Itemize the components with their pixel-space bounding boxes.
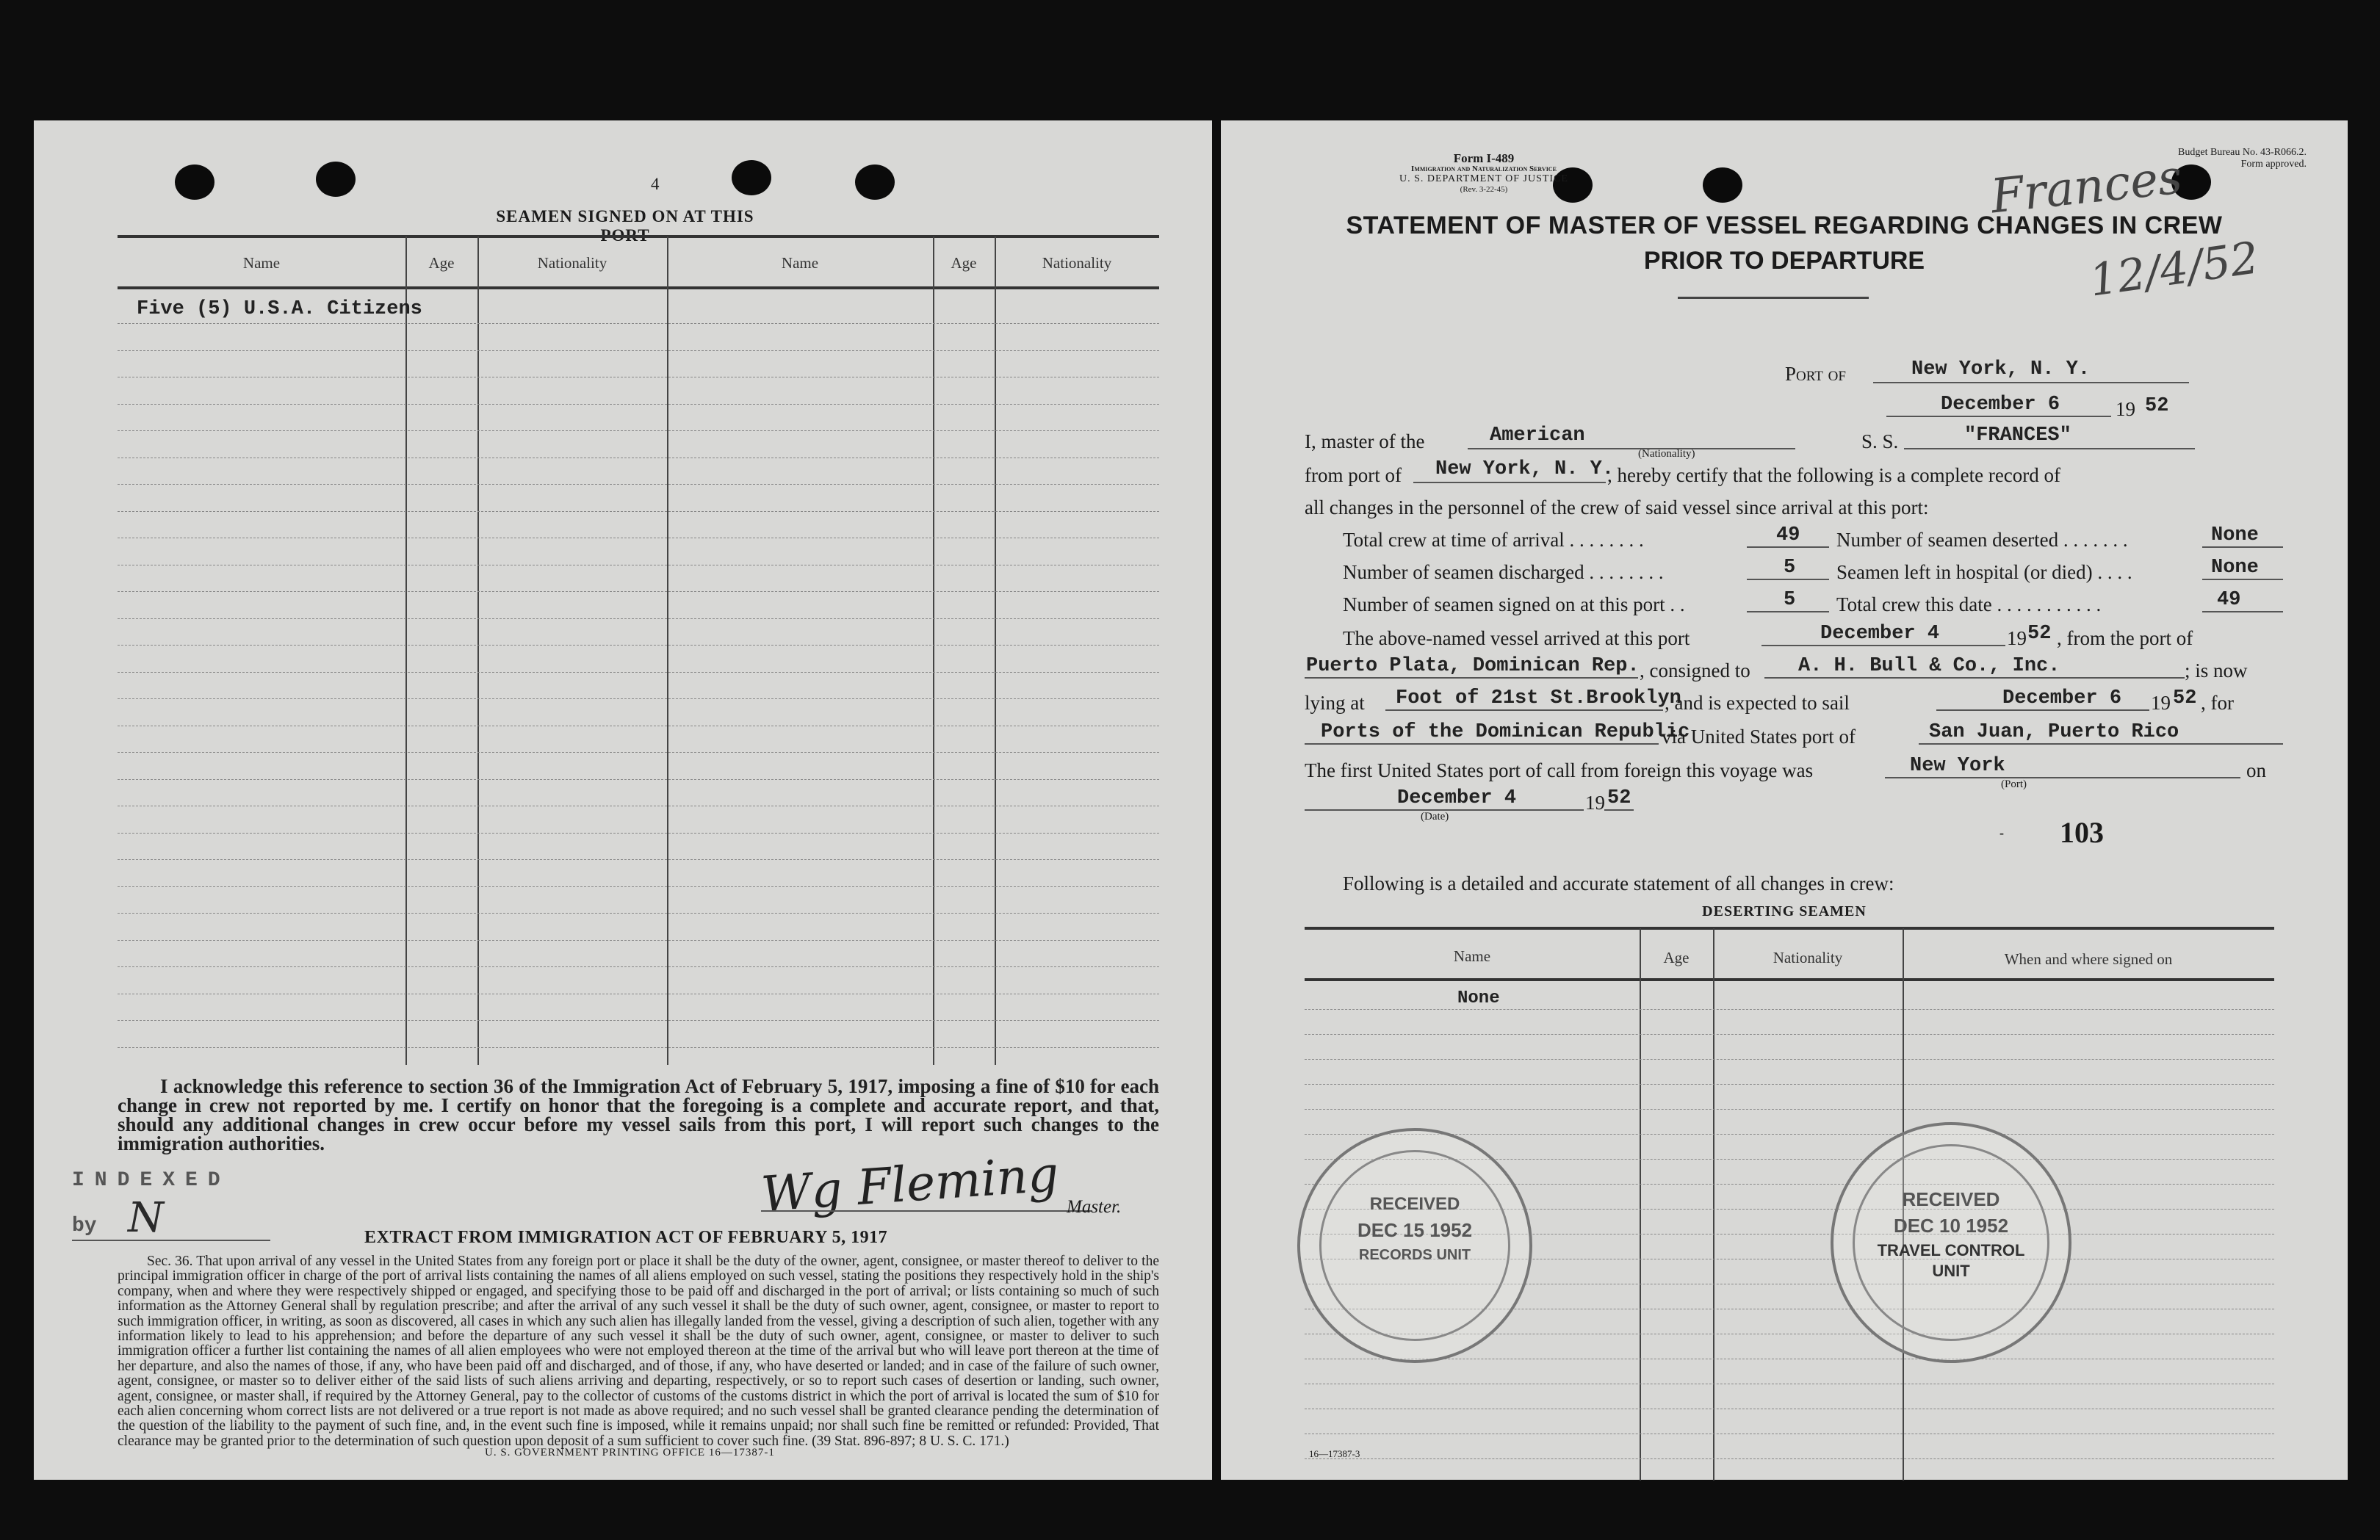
col-header-name: Name xyxy=(781,254,819,272)
ss-label: S. S. xyxy=(1861,430,1899,452)
stamp-line: TRAVEL CONTROL xyxy=(1877,1241,2025,1259)
col-header-nationality: Nationality xyxy=(1773,949,1843,966)
page-footer: U. S. GOVERNMENT PRINTING OFFICE 16—17387-1 xyxy=(485,1447,775,1458)
lying-at-value: Foot of 21st St.Brooklyn xyxy=(1396,687,1681,709)
punch-hole xyxy=(175,165,214,200)
budget-bureau: Budget Bureau No. 43-R066.2. xyxy=(2178,147,2307,158)
master-of-the-label: I, master of the xyxy=(1305,430,1425,452)
deserted-value: None xyxy=(2211,524,2259,546)
table-rule xyxy=(118,511,1159,512)
form-approved: Form approved. xyxy=(2240,159,2307,170)
certify-text: , hereby certify that the following is a complete record of xyxy=(1607,464,2061,486)
vessel-nationality: American xyxy=(1490,424,1585,447)
year-prefix: 19 xyxy=(2116,398,2135,420)
sail-year-prefix: 19 xyxy=(2151,692,2171,714)
table-rule xyxy=(118,430,1159,431)
table-rule xyxy=(118,913,1159,914)
page-footer: 16—17387-3 xyxy=(1309,1448,1360,1459)
table-rule xyxy=(1305,1059,2274,1060)
col-header-age: Age xyxy=(1663,949,1690,966)
hospital-label: Seamen left in hospital (or died) . . . . xyxy=(1836,561,2132,583)
stamp-line: RECEIVED xyxy=(1369,1194,1460,1214)
table-rule xyxy=(118,672,1159,673)
arrived-year: 52 xyxy=(2027,623,2052,645)
via-label: via United States port of xyxy=(1662,726,1856,748)
right-page: Form I-489 Immigration and Naturalization Service U. S. DEPARTMENT OF JUSTICE (Rev. 3-22-45) Budget Bureau No. 43-R066.2. Form approved. Frances 12/4/52 STATEMENT OF MASTER OF VESSEL REGARDING CHANGES IN CREW PRIOR TO DEPARTURE Port of New York, N. Y. December 6 19 52 I, master of the American (Nationality) S. S. "FRANCES" from port of New York, N. Y. , hereby certify that the following is a complete record of all changes in the personnel of the crew of said vessel since arrival at this port: Total crew at time of arrival . . . . . . . . 49 Number of seamen deserted . . . . . . . None Number of seamen discharged . . . . . . . . 5 Seamen left in hospital (or died) . . . . None Number of seamen signed on at this port . . 5 Total crew this date . . . . . . . . . . . 49 The above-named vessel arrived at this port December 4 19 52 , from the port of Puerto Plata, Dominican Rep. , consigned to A. H. Bull & Co., Inc. ; is now lying at Foot of 21st St.Brooklyn , and is expected to sail December 6 19 52 , for Ports of the Dominican Republic via United States port of San Juan, Puerto Rico The first United States port of call from foreign this voyage was New York (Port) on December 4 (Date) 19 52 - 103 Following is a detailed and accurate statement of all changes in crew: DESERTING SEAMEN Name Age Nationality When and where signed on None RECEIVED DEC 15 1952 RECORDS UNIT RECEIVED DEC 10 1952 TRAVEL CONTROL UNIT 16—17387-3 xyxy=(1221,120,2348,1480)
table-rule xyxy=(1305,1034,2274,1035)
indexed-stamp: INDEXED xyxy=(72,1169,231,1192)
first-port-date: December 4 xyxy=(1397,787,1517,809)
port-sublabel: (Port) xyxy=(2001,778,2027,790)
deserting-entry: None xyxy=(1457,988,1500,1008)
for-label: , for xyxy=(2201,692,2234,714)
extract-title: EXTRACT FROM IMMIGRATION ACT OF FEBRUARY 5, 1917 xyxy=(364,1228,888,1247)
following-text: Following is a detailed and accurate statement of all changes in crew: xyxy=(1343,872,1894,894)
stamp-line: DEC 15 1952 xyxy=(1357,1219,1473,1241)
stamp-line: RECEIVED xyxy=(1902,1188,2000,1210)
table-rule xyxy=(1305,1109,2274,1110)
stamp-line: RECORDS UNIT xyxy=(1358,1247,1471,1263)
port-value: New York, N. Y. xyxy=(1911,358,2091,380)
table-rule xyxy=(118,618,1159,619)
table-rule xyxy=(118,645,1159,646)
arrived-from-port: Puerto Plata, Dominican Rep. xyxy=(1306,655,1640,677)
document-number: 103 xyxy=(2060,816,2104,849)
col-header-age: Age xyxy=(951,254,977,272)
col-header-name: Name xyxy=(1453,947,1491,965)
table-entry: Five (5) U.S.A. Citizens xyxy=(137,298,422,320)
left-page xyxy=(34,120,1212,1480)
punch-hole xyxy=(316,162,356,197)
signed-on-label: Number of seamen signed on at this port . . xyxy=(1343,593,1685,615)
from-port-label: from port of xyxy=(1305,464,1402,486)
stamp-line: DEC 10 1952 xyxy=(1893,1215,2009,1237)
table-rule xyxy=(118,484,1159,485)
form-number: Form I-489 xyxy=(1453,151,1515,165)
first-port-year: 52 xyxy=(1607,787,1631,809)
arrived-label: The above-named vessel arrived at this port xyxy=(1343,627,1690,649)
page-number: 4 xyxy=(651,175,660,193)
col-header-name: Name xyxy=(242,254,281,272)
handwritten-date: 12/4/52 xyxy=(2086,232,2262,307)
punch-hole xyxy=(1703,167,1742,203)
table-rule xyxy=(118,859,1159,860)
via-port: San Juan, Puerto Rico xyxy=(1929,721,2179,743)
total-crew-arrival-value: 49 xyxy=(1776,524,1800,546)
table-rule xyxy=(118,940,1159,941)
form-revision: (Rev. 3-22-45) xyxy=(1460,185,1508,194)
agency-line-1: Immigration and Naturalization Service xyxy=(1411,165,1557,173)
table-rule xyxy=(118,1047,1159,1048)
indexed-by-label: by xyxy=(72,1215,97,1237)
table-rule xyxy=(118,886,1159,887)
arrived-year-prefix: 19 xyxy=(2007,627,2027,649)
deserted-label: Number of seamen deserted . . . . . . . xyxy=(1836,529,2128,551)
table-rule xyxy=(118,591,1159,592)
master-signature: Wg Fleming xyxy=(759,1145,1061,1223)
all-changes-text: all changes in the personnel of the crew of said vessel since arrival at this port: xyxy=(1305,496,1929,518)
signed-on-value: 5 xyxy=(1784,589,1796,611)
sail-year: 52 xyxy=(2173,687,2197,709)
punch-hole xyxy=(732,160,771,195)
first-port-label: The first United States port of call from foreign this voyage was xyxy=(1305,759,1814,781)
statement-year: 52 xyxy=(2145,395,2169,417)
col-header-when-where: When and where signed on xyxy=(2004,950,2173,968)
handwritten-vessel-name: Frances xyxy=(1988,150,2185,225)
stamp-line: UNIT xyxy=(1932,1262,1970,1280)
acknowledgement-text: I acknowledge this reference to section 36 of the Immigration Act of February 5, 1917, imposing a fine of $10 for each change in crew not reported by me. I certify on honor that the foregoing is a complete and accurate report, and that, should any additional changes in crew occur before my vessel sails from this port, I will report such changes to the immigration authorities. xyxy=(118,1075,1159,1154)
col-header-nationality: Nationality xyxy=(537,254,607,272)
col-header-nationality: Nationality xyxy=(1042,254,1112,272)
punch-hole xyxy=(855,165,895,200)
table-rule xyxy=(118,833,1159,834)
form-subtitle: PRIOR TO DEPARTURE xyxy=(1643,247,1925,275)
hospital-value: None xyxy=(2211,557,2259,579)
first-port-year-prefix: 19 xyxy=(1585,792,1605,814)
table-rule xyxy=(1305,1009,2274,1010)
table-rule xyxy=(1305,1084,2274,1085)
consigned-to-label: , consigned to xyxy=(1640,659,1750,682)
table-title: SEAMEN SIGNED ON AT THIS PORT xyxy=(496,207,754,245)
discharged-value: 5 xyxy=(1784,557,1796,579)
table-rule xyxy=(118,966,1159,967)
discharged-label: Number of seamen discharged . . . . . . . . xyxy=(1343,561,1664,583)
is-now-label: ; is now xyxy=(2185,659,2248,682)
total-crew-arrival-label: Total crew at time of arrival . . . . . . . . xyxy=(1343,529,1644,551)
sail-date: December 6 xyxy=(2002,687,2122,709)
total-crew-date-label: Total crew this date . . . . . . . . . . . xyxy=(1836,593,2102,615)
table-rule xyxy=(118,404,1159,405)
table-rule xyxy=(118,1020,1159,1021)
first-port-value: New York xyxy=(1910,755,2005,777)
col-header-age: Age xyxy=(428,254,455,272)
from-port-value: New York, N. Y. xyxy=(1435,458,1615,480)
table-rule xyxy=(118,350,1159,351)
master-label: Master. xyxy=(1067,1197,1122,1217)
total-crew-date-value: 49 xyxy=(2217,589,2241,611)
vessel-name: "FRANCES" xyxy=(1964,424,2071,447)
law-text: Sec. 36. That upon arrival of any vessel in the United States from any foreign port or place it shall be the duty of the owner, agent, consignee, or master thereof to deliver to the principal immigration officer in charge of the port of arrival lists containing the names of all aliens employed on such vessel, stating the positions they respectively hold in the ship's company, when and where they were respectively shipped or engaged, and specifying those to be paid off and discharged in the port of arrival; or lists containing so much of such information as the Attorney General shall by regulation prescribe; and after the arrival of any such vessel it shall be the duty of such owner, agent, consignee, or master to report to such immigration officer, in writing, as soon as discovered, all cases in which any such alien has illegally landed from the vessel, giving a description of such alien, together with any information likely to lead to his apprehension; and before the departure of any such vessel it shall be the duty of such owner, agent, consignee, or master to deliver to such immigration officer a further list containing the names of all alien employees who were not employed thereon at the time of the arrival but who will leave port thereon at the time of her departure, and also the names of those, if any, who have been paid off and discharged, and of those, if any, who have deserted or landed; and in case of the failure of such owner, agent, consignee, or master so to deliver either of the said lists of such aliens arriving and departing, respectively, or so to report such cases of desertion or landing, such owner, agent, consignee, or master shall, if required by the Attorney General, pay to the collector of customs of the customs district in which the port of arrival is located the sum of $10 for each alien concerning whom correct lists are not delivered or a true report is not made as above required; and no such vessel shall be granted clearance pending the determination of the question of the liability to the payment of such fine, and, in the event such fine is imposed, while it remains unpaid; nor shall such fine be remitted or refunded: Provided, That clearance may be granted prior to the determination of such question upon deposit of a sum sufficient to cover such fine. (39 Stat. 896-897; 8 U. S. C. 171.) xyxy=(118,1254,1159,1449)
port-label: Port of xyxy=(1785,363,1846,385)
nationality-sublabel: (Nationality) xyxy=(1638,448,1695,460)
date-sublabel: (Date) xyxy=(1421,811,1449,823)
consignee: A. H. Bull & Co., Inc. xyxy=(1798,655,2060,677)
table-rule xyxy=(118,698,1159,699)
received-stamp-travel-control xyxy=(1831,1122,2071,1363)
expected-to-sail-label: , and is expected to sail xyxy=(1665,692,1850,714)
lying-at-label: lying at xyxy=(1305,692,1365,714)
table-rule xyxy=(118,323,1159,324)
table-rule xyxy=(118,752,1159,753)
destination: Ports of the Dominican Republic xyxy=(1321,721,1690,743)
deserting-title: DESERTING SEAMEN xyxy=(1702,903,1867,919)
table-rule xyxy=(118,779,1159,780)
on-label: on xyxy=(2246,759,2266,781)
agency-line-2: U. S. DEPARTMENT OF JUSTICE xyxy=(1399,173,1568,184)
statement-date: December 6 xyxy=(1941,394,2060,416)
received-stamp-records xyxy=(1297,1128,1532,1363)
arrived-date: December 4 xyxy=(1820,623,1940,645)
table-rule xyxy=(1305,1458,2274,1459)
indexed-initials: N xyxy=(128,1194,164,1242)
from-the-port-of-label: , from the port of xyxy=(2057,627,2193,649)
form-title: STATEMENT OF MASTER OF VESSEL REGARDING CHANGES IN CREW xyxy=(1346,212,2223,239)
